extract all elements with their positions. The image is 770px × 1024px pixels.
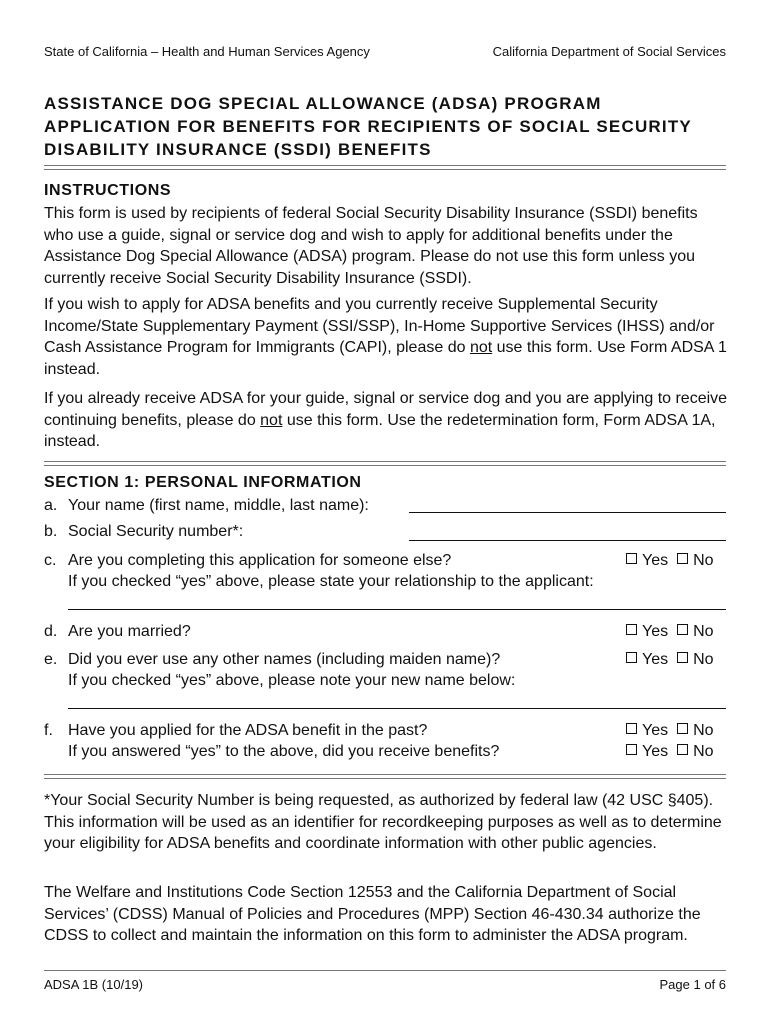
yes-checkbox[interactable] bbox=[626, 723, 637, 734]
name-field[interactable] bbox=[409, 512, 726, 513]
question-f-followup-options: Yes No bbox=[626, 741, 714, 762]
divider bbox=[44, 774, 726, 779]
instructions-paragraph-3: If you already receive ADSA for your guide, signal or service dog and you are applying to receive continuing benefits, please do not use this form. Use the redetermination form, Form ADSA 1A, instead. bbox=[44, 390, 728, 451]
yes-checkbox[interactable] bbox=[626, 624, 637, 635]
question-c-followup: If you checked “yes” above, please state your relationship to the applicant: bbox=[68, 573, 594, 590]
divider bbox=[44, 165, 726, 170]
question-b: b. Social Security number*: bbox=[44, 523, 244, 540]
question-e: e. Did you ever use any other names (including maiden name)? bbox=[44, 651, 501, 668]
question-f-options: Yes No bbox=[626, 720, 714, 741]
no-checkbox[interactable] bbox=[677, 744, 688, 755]
instructions-paragraph-2: If you wish to apply for ADSA benefits and you currently receive Supplemental Security Income/State Supplementary Payment (SSI/SSP), In-Home Supportive Services (IHSS) and/or Cash Assistance Program for Immigrants (CAPI), please do not use this form. Use Form ADSA 1 instead. bbox=[44, 296, 727, 378]
no-checkbox[interactable] bbox=[677, 723, 688, 734]
ssn-field[interactable] bbox=[409, 540, 726, 541]
yes-checkbox[interactable] bbox=[626, 553, 637, 564]
question-d-options: Yes No bbox=[626, 621, 714, 642]
relationship-field[interactable] bbox=[68, 609, 726, 610]
agency-name: State of California – Health and Human Services Agency bbox=[44, 44, 370, 59]
instructions-heading: INSTRUCTIONS bbox=[44, 182, 172, 199]
question-e-followup: If you checked “yes” above, please note your new name below: bbox=[68, 672, 516, 689]
other-name-field[interactable] bbox=[68, 708, 726, 709]
no-checkbox[interactable] bbox=[677, 652, 688, 663]
question-f: f. Have you applied for the ADSA benefit in the past? bbox=[44, 722, 428, 739]
no-checkbox[interactable] bbox=[677, 624, 688, 635]
section1-heading: SECTION 1: PERSONAL INFORMATION bbox=[44, 474, 362, 491]
no-checkbox[interactable] bbox=[677, 553, 688, 564]
authority-statement: The Welfare and Institutions Code Section 12553 and the California Department of Social Services’ (CDSS) Manual of Policies and Procedures (MPP) Section 46-430.34 authorize the CDSS to collect and maintain the information on this form to administer the ADSA program. bbox=[44, 884, 701, 945]
footer-divider bbox=[44, 970, 726, 971]
department-name: California Department of Social Services bbox=[492, 44, 726, 59]
question-c-options: Yes No bbox=[626, 550, 714, 571]
ssn-disclosure-note: *Your Social Security Number is being requested, as authorized by federal law (42 USC §405). This information will be used as an identifier for recordkeeping purposes as well as to determine your eligibility for ADSA benefits and coordinate information with other public agencies. bbox=[44, 792, 722, 853]
page-header bbox=[44, 44, 726, 59]
form-number: ADSA 1B (10/19) bbox=[44, 977, 143, 992]
divider bbox=[44, 461, 726, 466]
question-c: c. Are you completing this application for someone else? bbox=[44, 552, 452, 569]
question-f-followup: If you answered “yes” to the above, did you receive benefits? bbox=[68, 743, 500, 760]
page-footer bbox=[44, 977, 726, 992]
question-d: d. Are you married? bbox=[44, 623, 191, 640]
question-a: a. Your name (first name, middle, last name): bbox=[44, 497, 369, 514]
yes-checkbox[interactable] bbox=[626, 744, 637, 755]
page-number: Page 1 of 6 bbox=[659, 977, 726, 992]
yes-checkbox[interactable] bbox=[626, 652, 637, 663]
instructions-paragraph-1: This form is used by recipients of federal Social Security Disability Insurance (SSDI) benefits who use a guide, signal or service dog and wish to apply for additional benefits under the Assistance Dog Special Allowance (ADSA) program. Please do not use this form unless you currently receive Social Security Disability Insurance (SSDI). bbox=[44, 205, 698, 287]
question-e-options: Yes No bbox=[626, 649, 714, 670]
form-title: ASSISTANCE DOG SPECIAL ALLOWANCE (ADSA) PROGRAM APPLICATION FOR BENEFITS FOR RECIPIENTS OF SOCIAL SECURITY DISABILITY INSURANCE (SSDI) BENEFITS bbox=[44, 94, 692, 159]
